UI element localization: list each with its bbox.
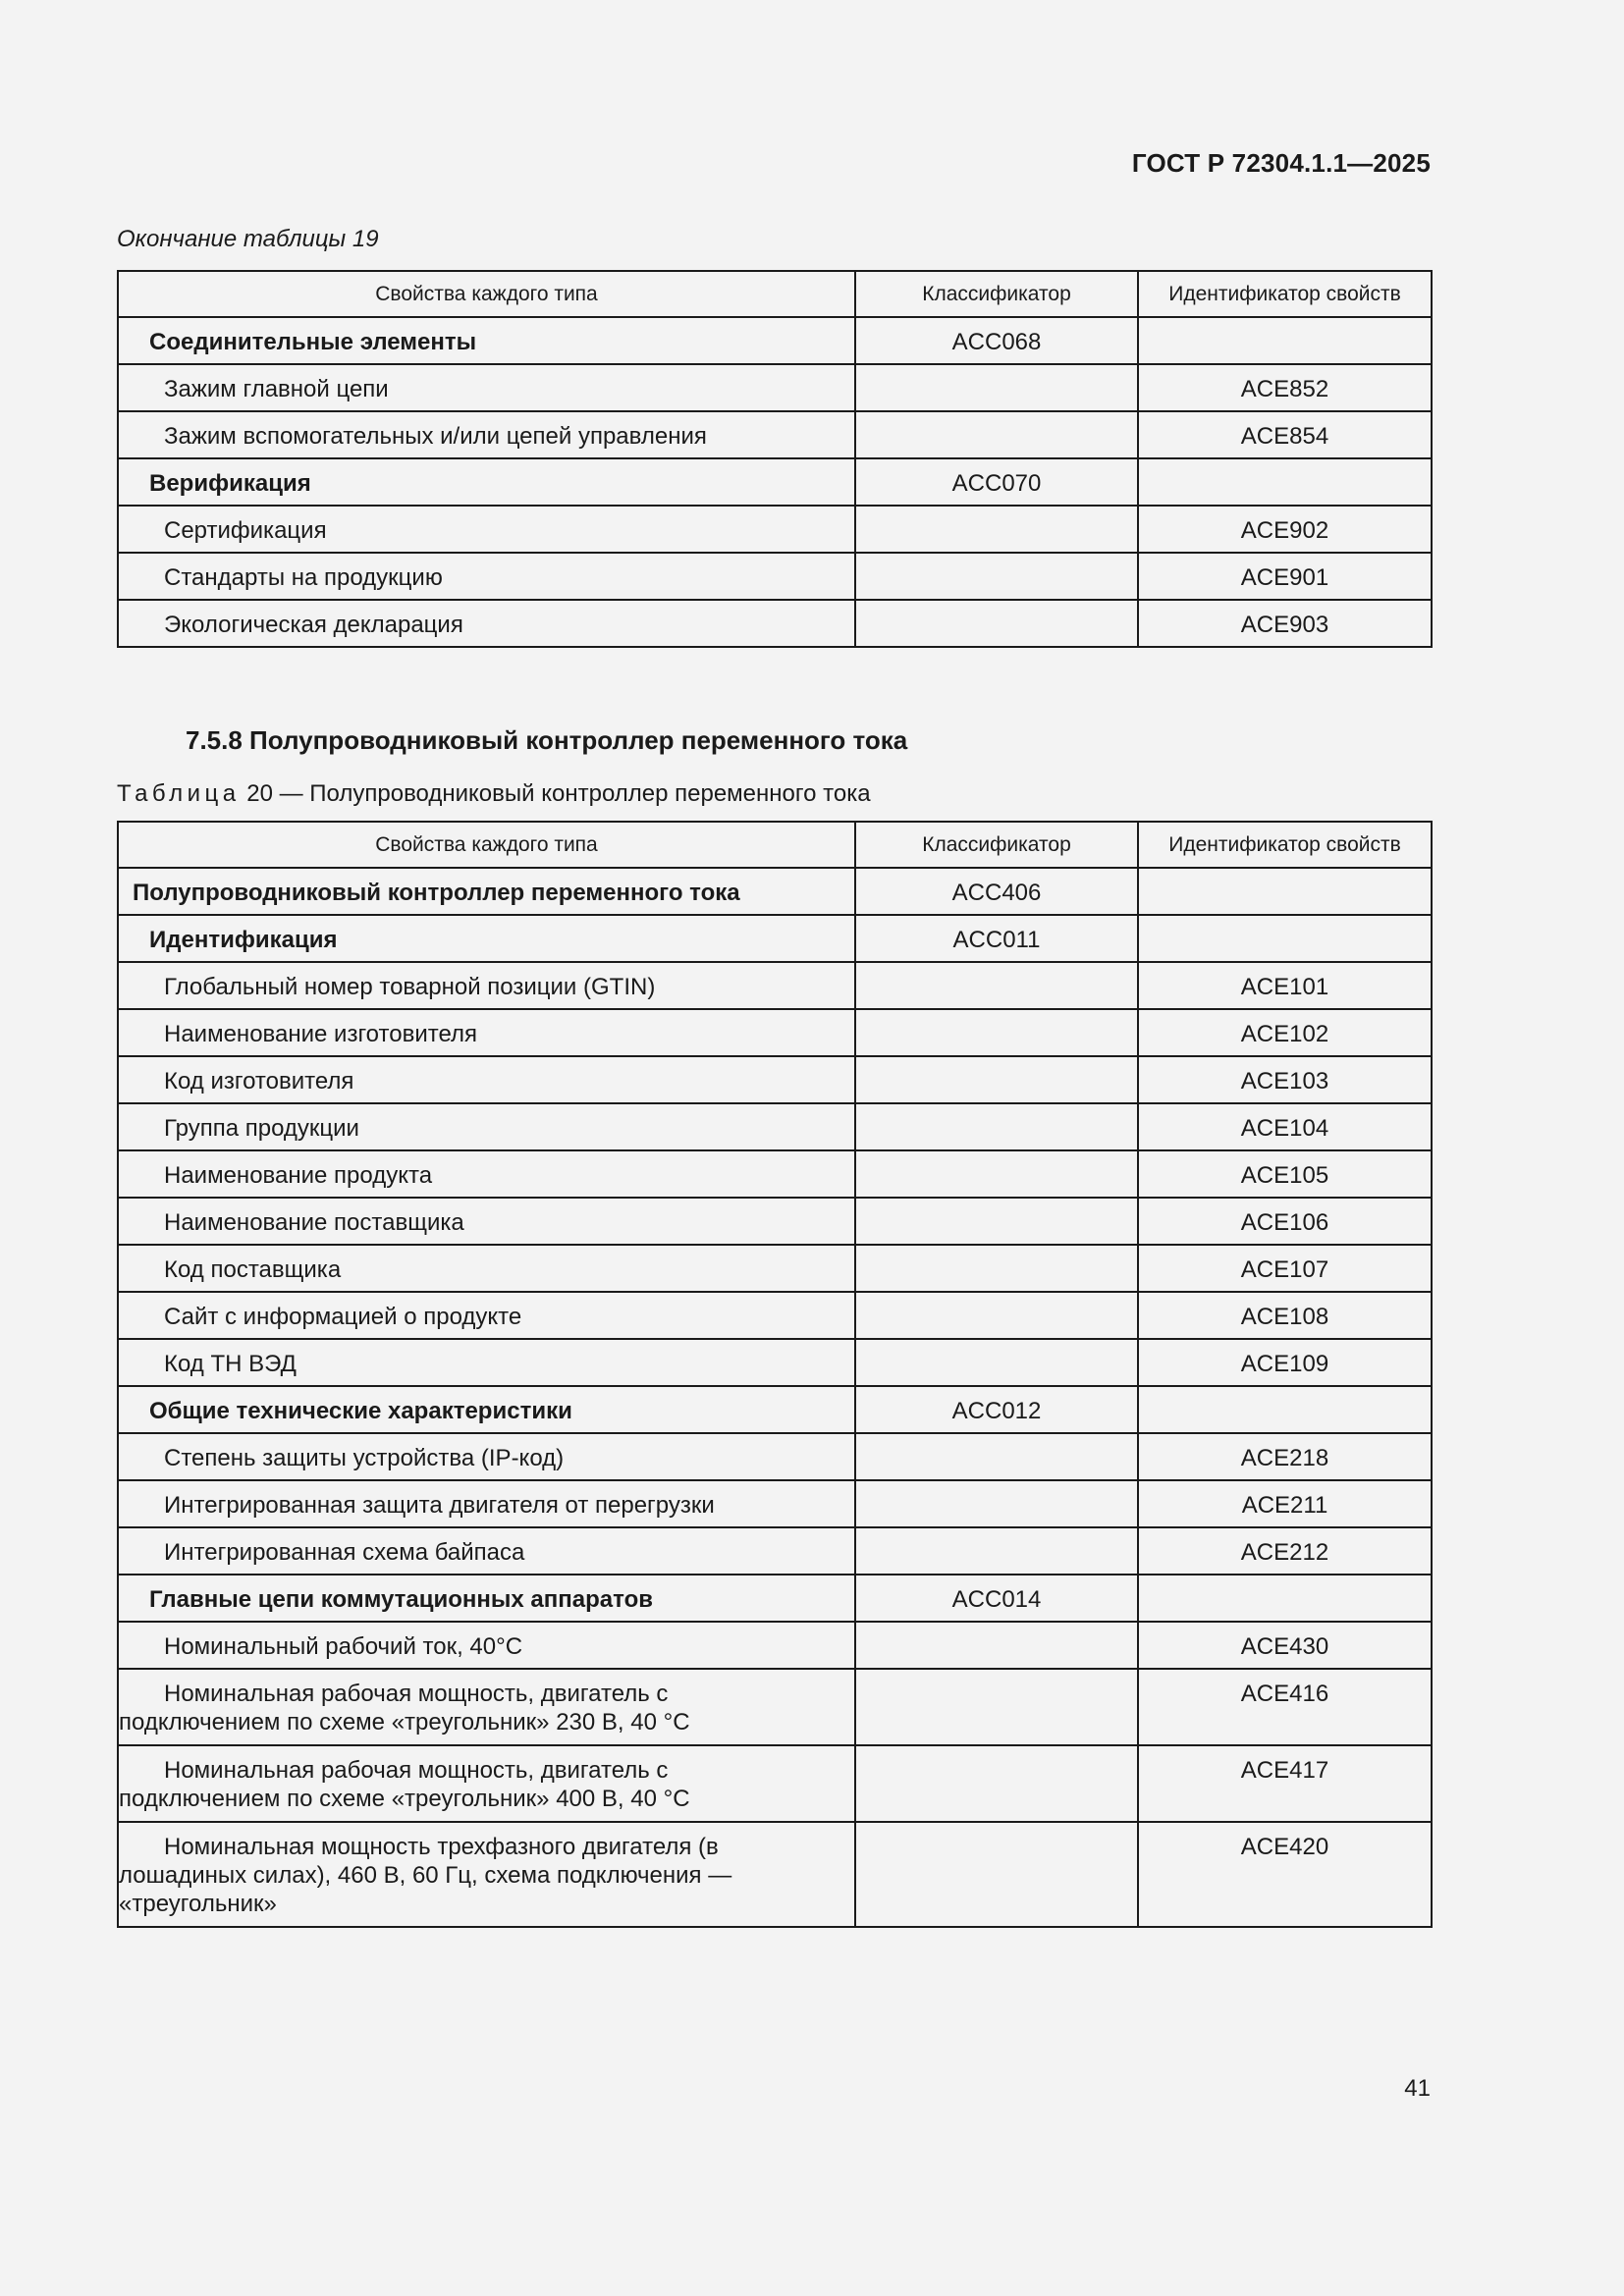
property-name: Наименование изготовителя: [164, 1021, 477, 1047]
table-row: [118, 1150, 1432, 1198]
table-row: [118, 600, 1432, 647]
property-name-cell: [118, 1150, 855, 1198]
classifier-cell: [855, 1150, 1138, 1198]
table-20: [117, 821, 1433, 1928]
property-name: Общие технические характеристики: [149, 1398, 572, 1424]
classifier-cell: [855, 1575, 1138, 1622]
property-name-cell: [118, 1527, 855, 1575]
property-name-cell: [118, 1480, 855, 1527]
classifier-cell: [855, 1339, 1138, 1386]
classifier-code: [856, 1746, 1137, 1756]
classifier-cell: [855, 1527, 1138, 1575]
classifier-cell: [855, 553, 1138, 600]
property-id-cell: [1138, 1669, 1432, 1745]
classifier-code: [856, 601, 1137, 611]
property-name-cell: [118, 1745, 855, 1822]
property-name-cell: [118, 553, 855, 600]
table-row: [118, 506, 1432, 553]
table-row: [118, 411, 1432, 458]
classifier-cell: [855, 600, 1138, 647]
classifier-cell: [855, 1669, 1138, 1745]
property-name-cell: [118, 1622, 855, 1669]
property-name: Стандарты на продукцию: [164, 564, 443, 591]
classifier-code: [856, 365, 1137, 375]
classifier-code: [856, 507, 1137, 516]
property-name: Номинальная рабочая мощность, двигатель с подключением по схеме «треугольник» 230 В, 40 °C: [119, 1681, 690, 1735]
classifier-code: [856, 1623, 1137, 1632]
property-id-code: ACE108: [1240, 1304, 1329, 1330]
classifier-code: [856, 1010, 1137, 1020]
property-id-cell: [1138, 962, 1432, 1009]
property-id-code: [1139, 869, 1431, 879]
column-header-property-id: Идентификатор свойств: [1138, 271, 1432, 317]
property-id-cell: [1138, 1527, 1432, 1575]
property-id-code: [1139, 1575, 1431, 1585]
property-id-cell: [1138, 1198, 1432, 1245]
property-id-code: ACE854: [1240, 423, 1329, 450]
property-name-cell: [118, 1056, 855, 1103]
table-row: [118, 1822, 1432, 1927]
table-row: [118, 1433, 1432, 1480]
property-id-cell: [1138, 1480, 1432, 1527]
classifier-cell: [855, 317, 1138, 364]
table-row: [118, 458, 1432, 506]
property-name-cell: [118, 1245, 855, 1292]
table-continuation-label: Окончание таблицы 19: [117, 226, 379, 252]
property-id-code: ACE420: [1240, 1834, 1329, 1860]
table-row: [118, 553, 1432, 600]
property-id-code: ACE105: [1240, 1162, 1329, 1189]
property-name: Номинальный рабочий ток, 40°C: [164, 1633, 523, 1660]
property-id-code: [1139, 1387, 1431, 1397]
property-name-cell: [118, 506, 855, 553]
property-name: Код ТН ВЭД: [164, 1351, 297, 1377]
classifier-code: ACC012: [951, 1398, 1042, 1424]
property-id-cell: [1138, 1822, 1432, 1927]
table-row: [118, 1575, 1432, 1622]
table-caption: [117, 780, 871, 808]
classifier-code: ACC070: [951, 470, 1042, 497]
property-name: Верификация: [149, 470, 311, 497]
property-id-cell: [1138, 1009, 1432, 1056]
property-id-cell: [1138, 553, 1432, 600]
property-id-cell: [1138, 1386, 1432, 1433]
property-name: Группа продукции: [164, 1115, 359, 1142]
classifier-code: [856, 1151, 1137, 1161]
classifier-code: [856, 1528, 1137, 1538]
property-name-cell: [118, 1433, 855, 1480]
property-id-code: [1139, 916, 1431, 926]
property-name-cell: [118, 1198, 855, 1245]
classifier-cell: [855, 1622, 1138, 1669]
classifier-cell: [855, 1009, 1138, 1056]
table-row: [118, 1339, 1432, 1386]
classifier-cell: [855, 1822, 1138, 1927]
table-header-row: [118, 822, 1432, 868]
property-name-cell: [118, 1386, 855, 1433]
property-name-cell: [118, 1009, 855, 1056]
property-id-code: ACE211: [1241, 1492, 1328, 1519]
classifier-cell: [855, 458, 1138, 506]
property-name: Глобальный номер товарной позиции (GTIN): [164, 974, 656, 1000]
property-id-code: ACE416: [1240, 1681, 1329, 1707]
table-row: [118, 364, 1432, 411]
property-id-code: ACE104: [1240, 1115, 1329, 1142]
property-id-cell: [1138, 1745, 1432, 1822]
property-name-cell: [118, 1822, 855, 1927]
property-id-code: ACE101: [1240, 974, 1329, 1000]
property-name: Интегрированная защита двигателя от перегрузки: [164, 1492, 715, 1519]
classifier-code: [856, 554, 1137, 563]
property-name-cell: [118, 1292, 855, 1339]
table-row: [118, 1245, 1432, 1292]
property-name: Идентификация: [149, 927, 338, 953]
property-name: Степень защиты устройства (IP-код): [164, 1445, 565, 1471]
classifier-code: ACC406: [951, 880, 1042, 906]
table-row: [118, 1009, 1432, 1056]
property-id-code: ACE852: [1240, 376, 1329, 402]
table-row: [118, 1745, 1432, 1822]
property-id-code: ACE103: [1240, 1068, 1329, 1095]
property-name-cell: [118, 458, 855, 506]
property-id-cell: [1138, 1433, 1432, 1480]
property-name: Номинальная рабочая мощность, двигатель с подключением по схеме «треугольник» 400 В, 40 °C: [119, 1757, 690, 1812]
classifier-cell: [855, 1292, 1138, 1339]
property-name: Сайт с информацией о продукте: [164, 1304, 522, 1330]
classifier-cell: [855, 506, 1138, 553]
property-id-cell: [1138, 1292, 1432, 1339]
property-id-code: ACE417: [1240, 1757, 1329, 1784]
classifier-cell: [855, 1745, 1138, 1822]
classifier-cell: [855, 915, 1138, 962]
property-id-cell: [1138, 1339, 1432, 1386]
property-id-cell: [1138, 1103, 1432, 1150]
property-id-code: [1139, 459, 1431, 469]
property-name-cell: [118, 868, 855, 915]
property-name-cell: [118, 1339, 855, 1386]
property-name: Код изготовителя: [164, 1068, 354, 1095]
table-row: [118, 1622, 1432, 1669]
classifier-cell: [855, 962, 1138, 1009]
table-row: [118, 317, 1432, 364]
classifier-cell: [855, 364, 1138, 411]
property-name: Сертификация: [164, 517, 327, 544]
property-id-cell: [1138, 317, 1432, 364]
property-name-cell: [118, 1669, 855, 1745]
property-name-cell: [118, 1575, 855, 1622]
table-row: [118, 1527, 1432, 1575]
property-id-cell: [1138, 1056, 1432, 1103]
table-row: [118, 1198, 1432, 1245]
property-name: Зажим главной цепи: [164, 376, 389, 402]
property-name-cell: [118, 411, 855, 458]
table-row: [118, 1480, 1432, 1527]
property-id-code: ACE106: [1240, 1209, 1329, 1236]
table-row: [118, 1292, 1432, 1339]
property-name: Наименование продукта: [164, 1162, 433, 1189]
property-id-code: ACE212: [1240, 1539, 1329, 1566]
property-id-code: [1139, 318, 1431, 328]
property-name: Номинальная мощность трехфазного двигателя (в лошадиных силах), 460 В, 60 Гц, схема подключения — «треугольник»: [119, 1834, 732, 1917]
section-title: 7.5.8 Полупроводниковый контроллер переменного тока: [186, 725, 908, 755]
classifier-code: [856, 1340, 1137, 1350]
classifier-cell: [855, 1198, 1138, 1245]
property-name-cell: [118, 915, 855, 962]
classifier-cell: [855, 1056, 1138, 1103]
table-row: [118, 962, 1432, 1009]
property-name: Зажим вспомогательных и/или цепей управления: [164, 423, 707, 450]
table-row: [118, 868, 1432, 915]
property-name: Полупроводниковый контроллер переменного тока: [133, 880, 740, 906]
table-row: [118, 1056, 1432, 1103]
table-19: [117, 270, 1433, 648]
property-name-cell: [118, 317, 855, 364]
property-id-cell: [1138, 915, 1432, 962]
column-header-properties: Свойства каждого типа: [118, 271, 855, 317]
classifier-code: [856, 963, 1137, 973]
property-id-code: ACE218: [1240, 1445, 1329, 1471]
classifier-code: [856, 1246, 1137, 1255]
property-name: Главные цепи коммутационных аппаратов: [149, 1586, 653, 1613]
property-id-cell: [1138, 1150, 1432, 1198]
property-id-code: ACE430: [1240, 1633, 1329, 1660]
column-header-classifier: Классификатор: [855, 822, 1138, 868]
property-id-cell: [1138, 1245, 1432, 1292]
document-header: ГОСТ Р 72304.1.1—2025: [1131, 148, 1431, 178]
table-row: [118, 1669, 1432, 1745]
classifier-code: ACC068: [951, 329, 1042, 355]
column-header-properties: Свойства каждого типа: [118, 822, 855, 868]
property-name-cell: [118, 962, 855, 1009]
table-row: [118, 1386, 1432, 1433]
property-name: Код поставщика: [164, 1256, 342, 1283]
property-id-cell: [1138, 411, 1432, 458]
property-id-code: ACE902: [1240, 517, 1329, 544]
classifier-code: [856, 1104, 1137, 1114]
property-name: Наименование поставщика: [164, 1209, 464, 1236]
property-id-code: ACE903: [1240, 612, 1329, 638]
property-id-cell: [1138, 364, 1432, 411]
column-header-property-id: Идентификатор свойств: [1138, 822, 1432, 868]
property-name-cell: [118, 600, 855, 647]
property-id-cell: [1138, 1622, 1432, 1669]
classifier-cell: [855, 1433, 1138, 1480]
property-id-code: ACE102: [1240, 1021, 1329, 1047]
property-id-cell: [1138, 868, 1432, 915]
classifier-cell: [855, 1103, 1138, 1150]
classifier-code: [856, 1670, 1137, 1680]
property-name: Интегрированная схема байпаса: [164, 1539, 525, 1566]
property-name-cell: [118, 1103, 855, 1150]
classifier-code: ACC014: [951, 1586, 1042, 1613]
property-id-cell: [1138, 600, 1432, 647]
property-id-cell: [1138, 458, 1432, 506]
classifier-code: [856, 1199, 1137, 1208]
table-caption-word: Таблица: [117, 780, 241, 807]
classifier-cell: [855, 1480, 1138, 1527]
classifier-cell: [855, 1386, 1138, 1433]
table-row: [118, 1103, 1432, 1150]
classifier-cell: [855, 868, 1138, 915]
property-name-cell: [118, 364, 855, 411]
classifier-code: [856, 1434, 1137, 1444]
classifier-cell: [855, 1245, 1138, 1292]
classifier-code: ACC011: [952, 927, 1041, 953]
classifier-code: [856, 1823, 1137, 1833]
property-id-cell: [1138, 506, 1432, 553]
property-id-code: ACE107: [1240, 1256, 1329, 1283]
classifier-cell: [855, 411, 1138, 458]
table-header-row: [118, 271, 1432, 317]
classifier-code: [856, 1481, 1137, 1491]
property-id-cell: [1138, 1575, 1432, 1622]
classifier-code: [856, 1057, 1137, 1067]
page-number: 41: [1404, 2075, 1431, 2102]
property-id-code: ACE901: [1240, 564, 1329, 591]
property-name: Соединительные элементы: [149, 329, 477, 355]
classifier-code: [856, 1293, 1137, 1303]
property-name: Экологическая декларация: [164, 612, 463, 638]
table-row: [118, 915, 1432, 962]
column-header-classifier: Классификатор: [855, 271, 1138, 317]
property-id-code: ACE109: [1240, 1351, 1329, 1377]
classifier-code: [856, 412, 1137, 422]
table-caption-text: 20 — Полупроводниковый контроллер переменного тока: [240, 780, 871, 807]
